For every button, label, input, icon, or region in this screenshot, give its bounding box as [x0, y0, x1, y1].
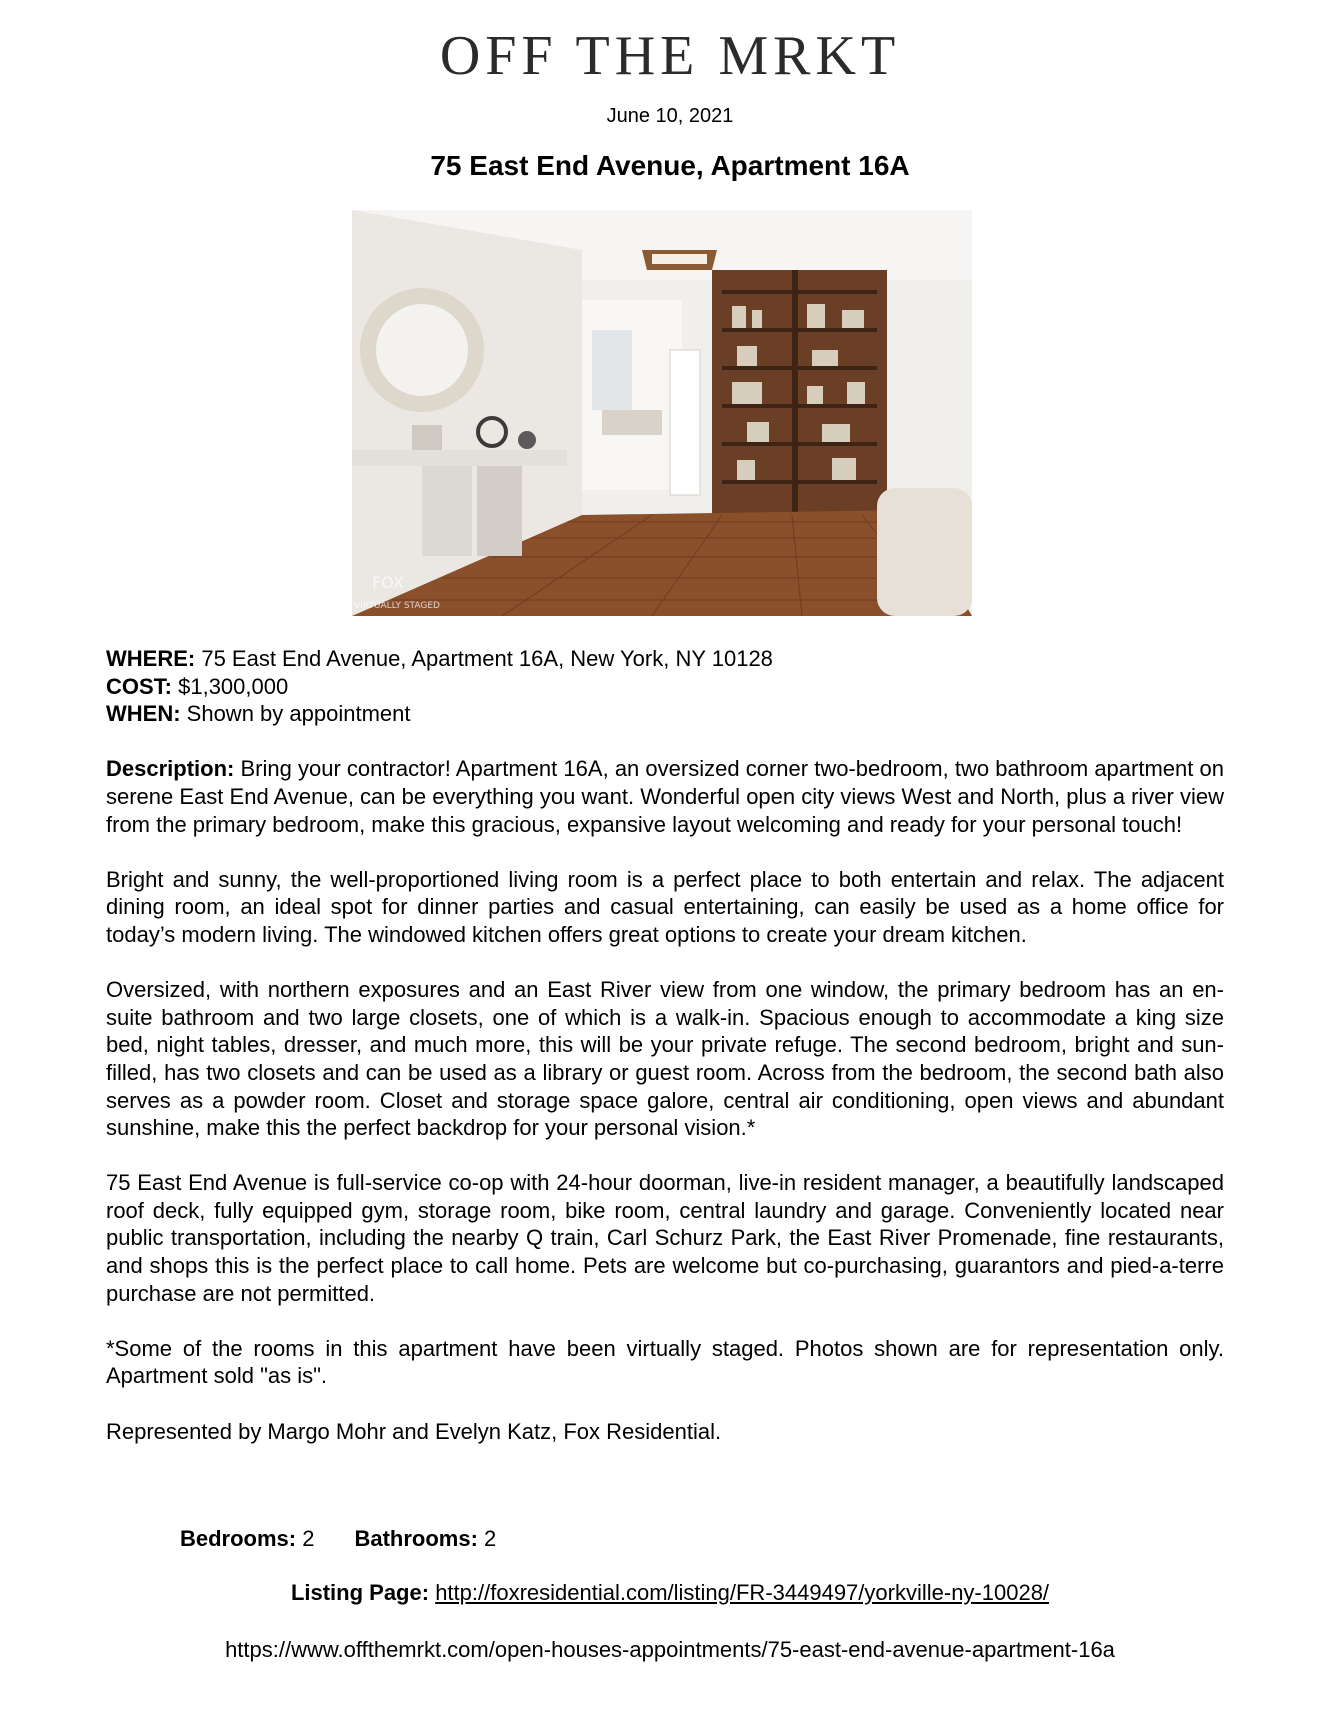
when-label: WHEN:: [106, 701, 181, 727]
listing-line: [0, 1579, 1340, 1607]
masthead-logo: OFF THE MRKT: [439, 25, 901, 87]
watermark-brand: FOX: [372, 573, 404, 592]
where-value: 75 East End Avenue, Apartment 16A, New York, NY 10128: [195, 646, 773, 671]
listing-link[interactable]: http://foxresidential.com/listing/FR-3449497/yorkville-ny-10028/: [435, 1580, 1050, 1605]
cost-label: COST:: [106, 673, 172, 699]
bathrooms-label: Bathrooms:: [354, 1526, 478, 1551]
watermark-caption: VIRTUALLY STAGED: [354, 601, 440, 611]
cost-value: $1,300,000: [172, 673, 289, 699]
agents-paragraph: Represented by Margo Mohr and Evelyn Katz, Fox Residential.: [106, 1418, 722, 1444]
where-label: WHERE:: [106, 646, 196, 671]
description-text-1: Bring your contractor! Apartment 16A, an oversized corner two-bedroom, two bathroom apartment on serene East End Avenue, can be everything you want. Wonderful open city views West and North, plus a river view from the primary bedroom, make this gracious, expansive layout welcoming and ready for your personal touch!: [106, 756, 1224, 837]
description-paragraph-4: 75 East End Avenue is full-service co-op with 24-hour doorman, live-in resident manager, a beautifully landscaped roof deck, fully equipped gym, storage room, bike room, central laundry and garage. Conveniently located near public transportation, including the nearby Q train, Carl Schurz Park, the East River Promenade, fine restaurants, and shops this is the perfect place to call home. Pets are welcome but co-purchasing, guarantors and pied-a-terre purchase are not permitted.: [106, 1170, 1224, 1306]
bedrooms-value: 2: [296, 1526, 315, 1551]
where-line: [106, 645, 1224, 673]
bathrooms-value: 2: [477, 1526, 497, 1551]
when-line: [106, 700, 1224, 728]
cost-line: [106, 673, 1224, 701]
listing-label: Listing Page:: [290, 1580, 430, 1605]
page-title: 75 East End Avenue, Apartment 16A: [430, 150, 910, 181]
description-paragraph-2: Bright and sunny, the well-proportioned living room is a perfect place to both entertain and relax. The adjacent dining room, an ideal spot for dinner parties and casual entertaining, can easily be used as a home office for today’s modern living. The windowed kitchen offers great options to create your dream kitchen.: [106, 866, 1224, 947]
publish-date: June 10, 2021: [606, 105, 734, 127]
disclaimer-paragraph: *Some of the rooms in this apartment have been virtually staged. Photos shown are for representation only. Apartment sold "as is".: [106, 1335, 1224, 1389]
bedrooms-label: Bedrooms:: [180, 1526, 297, 1551]
description-paragraph-1: [106, 755, 1224, 838]
room-stats: [180, 1525, 496, 1553]
listing-photo: [352, 210, 972, 616]
description-label: Description:: [106, 756, 235, 782]
page-url-footer: https://www.offthemrkt.com/open-houses-appointments/75-east-end-avenue-apartment-16a: [225, 1637, 1115, 1662]
article-body: [106, 645, 1224, 1445]
description-paragraph-3: Oversized, with northern exposures and an East River view from one window, the primary bedroom has an en-suite bathroom and two large closets, one of which is a walk-in. Spacious enough to accommodate a king size bed, night tables, dresser, and much more, this will be your private refuge. The second bedroom, bright and sun-filled, has two closets and can be used as a library or guest room. Across from the bedroom, the second bath also serves as a powder room. Closet and storage space galore, central air conditioning, open views and abundant sunshine, make this the perfect backdrop for your personal vision.*: [106, 977, 1224, 1141]
when-value: Shown by appointment: [180, 701, 411, 727]
